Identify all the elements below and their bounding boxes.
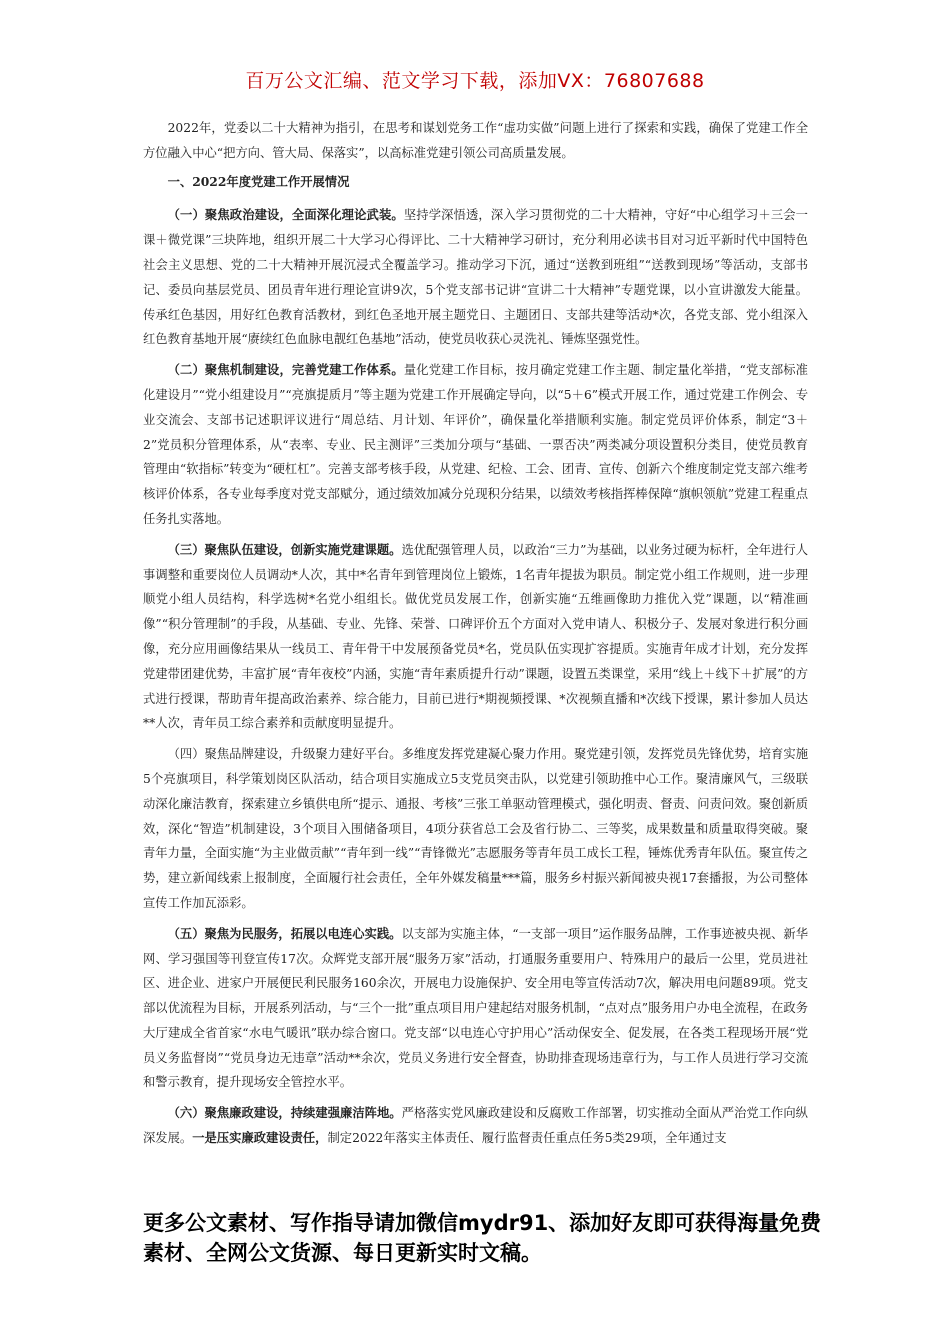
paragraph-text: 坚持学深悟透，深入学习贯彻党的二十大精神，守好“中心组学习＋三会一课＋微党课”三块阵地，组织开展二十大学习心得评比、二十大精神学习研讨，充分利用必读书目对习近平新时代中国特色社会主义思想、党的二十大精神开展沉浸式全覆盖学习。推动学习下沉，通过“送教到班组”“送教到现场”等活动，支部书记、委员向基层党员、团员青年进行理论宣讲9次，5个党支部书记讲“宣讲二十大精神”专题党课，以小宣讲激发大能量。传承红色基因，用好红色教育活教材，到红色圣地开展主题党日、主题团日、支部共建等活动*次，各党支部、党小组深入红色教育基地开展“赓续红色血脉电靓红色基地”活动，使党员收获心灵洗礼、锤炼坚强党性。 xyxy=(143,208,808,347)
paragraph-lead: （三）聚焦队伍建设，创新实施党建课题。 xyxy=(167,541,402,557)
paragraph-text: 量化党建工作目标，按月确定党建工作主题、制定量化举措，“党支部标准化建设月”“党小组建设月”“亮旗提质月”等主题为党建工作开展确定导向，以“5＋6”模式开展工作，通过党建工作例会、专业交流会、支部书记述职评议进行“周总结、月计划、年评价”，确保量化举措顺利实施。制定党员评价体系，制定“3＋2”党员积分管理体系，从“表率、专业、民主测评”三类加分项与“基础、一票否决”两类减分项设置积分类目，使党员教育管理由“软指标”转变为“硬杠杠”。完善支部考核手段，从党建、纪检、工会、团青、宣传、创新六个维度制定党支部六维考核评价体系，各专业每季度对党支部赋分，通过绩效加减分兑现积分结果，以绩效考核指挥棒保障“旗帜领航”党建工程重点任务扎实落地。 xyxy=(143,363,808,526)
paragraph-text: 制定2022年落实主体责任、履行监督责任重点任务5类29项，全年通过支 xyxy=(327,1131,727,1146)
paragraph-lead: （一）聚焦政治建设，全面深化理论武装。 xyxy=(167,207,404,223)
document-body xyxy=(143,116,808,1155)
paragraph-2 xyxy=(143,358,808,532)
promo-footer: 更多公文素材、写作指导请加微信mydr91、添加好友即可获得海量免费素材、全网公文货源、每日更新实时文稿。 xyxy=(143,1211,822,1265)
paragraph-3 xyxy=(143,538,808,736)
section-heading: 一、2022年度党建工作开展情况 xyxy=(167,173,350,189)
paragraph-text: （四）聚焦品牌建设，升级聚力建好平台。多维度发挥党建凝心聚力作用。聚党建引领，发挥党员先锋优势，培育实施5个亮旗项目，科学策划岗区队活动，结合项目实施成立5支党员突击队，以党建引领助推中心工作。聚清廉风气，三级联动深化廉洁教育，探索建立乡镇供电所“提示、通报、考核”三张工单驱动管理模式，强化明责、督责、问责问效。聚创新质效，深化“智造”机制建设，3个项目入围储备项目，4项分获省总工会及省行协二、三等奖，成果数量和质量取得突破。聚青年力量，全面实施“为主业做贡献”“青年到一线”“青锋微光”志愿服务等青年员工成长工程，锤炼优秀青年队伍。聚宣传之势，建立新闻线索上报制度，全面履行社会责任，全年外媒发稿量***篇，服务乡村振兴新闻被央视17套播报，为公司整体宣传工作加瓦添彩。 xyxy=(143,747,808,910)
promo-banner: 百万公文汇编、范文学习下载，添加VX：76807688 xyxy=(245,70,705,92)
paragraph-lead: （五）聚焦为民服务，拓展以电连心实践。 xyxy=(167,925,402,941)
paragraph-5 xyxy=(143,922,808,1096)
intro-paragraph: 2022年，党委以二十大精神为指引，在思考和谋划党务工作“虚功实做”问题上进行了探索和实践，确保了党建工作全方位融入中心“把方向、管大局、保落实”，以高标准党建引领公司高质量发展。 xyxy=(143,121,808,160)
paragraph-text: 严格落实党风廉政建设和反腐败工作部署，切实推动全面从严治党工作向纵深发展。 xyxy=(143,1106,808,1146)
paragraph-6 xyxy=(143,1101,808,1151)
paragraph-text: 选优配强管理人员，以政治“三力”为基础，以业务过硬为标杆，全年进行人事调整和重要岗位人员调动*人次，其中*名青年到管理岗位上锻炼，1名青年提拔为职员。制定党小组工作规则，进一步理顺党小组人员结构，科学选树*名党小组组长。做优党员发展工作，创新实施“五维画像助力推优入党”课题，以“精准画像”“积分管理制”的手段，从基础、专业、先锋、荣誉、口碑评价五个方面对入党申请人、积极分子、发展对象进行积分画像，充分应用画像结果从一线员工、青年骨干中发展预备党员*名，党员队伍实现扩容提质。实施青年成才计划，充分发挥党建带团建优势，丰富扩展“青年夜校”内涵，实施“青年素质提升行动”课题，设置五类课堂，采用“线上＋线下＋扩展”的方式进行授课，帮助青年提高政治素养、综合能力，目前已进行*期视频授课、*次视频直播和*次线下授课，累计参加人员达**人次，青年员工综合素养和贡献度明显提升。 xyxy=(143,542,808,731)
paragraph-1 xyxy=(143,203,808,352)
paragraph-lead: （二）聚焦机制建设，完善党建工作体系。 xyxy=(167,362,404,378)
paragraph-sublead: 一是压实廉政建设责任， xyxy=(192,1130,328,1146)
paragraph-lead: （六）聚焦廉政建设，持续建强廉洁阵地。 xyxy=(167,1105,402,1121)
paragraph-4 xyxy=(143,742,808,916)
paragraph-text: 以支部为实施主体，“一支部一项目”运作服务品牌，工作事迹被央视、新华网、学习强国等刊登宣传17次。众辉党支部开展“服务万家”活动，打通服务重要用户、特殊用户的最后一公里，党员进社区、进企业、进家户开展便民利民服务160余次，开展电力设施保护、安全用电等宣传活动7次，解决用电问题89项。党支部以优流程为目标，开展系列活动，与“三个一批”重点项目用户建起结对服务机制，“点对点”服务用户办电全流程，在政务大厅建成全省首家“水电气暖讯”联办综合窗口。党支部“以电连心守护用心”活动保安全、促发展，在各类工程现场开展“党员义务监督岗”“党员身边无违章”活动**余次，党员义务进行安全督查，协助排查现场违章行为，与工作人员进行学习交流和警示教育，提升现场安全管控水平。 xyxy=(143,926,808,1090)
